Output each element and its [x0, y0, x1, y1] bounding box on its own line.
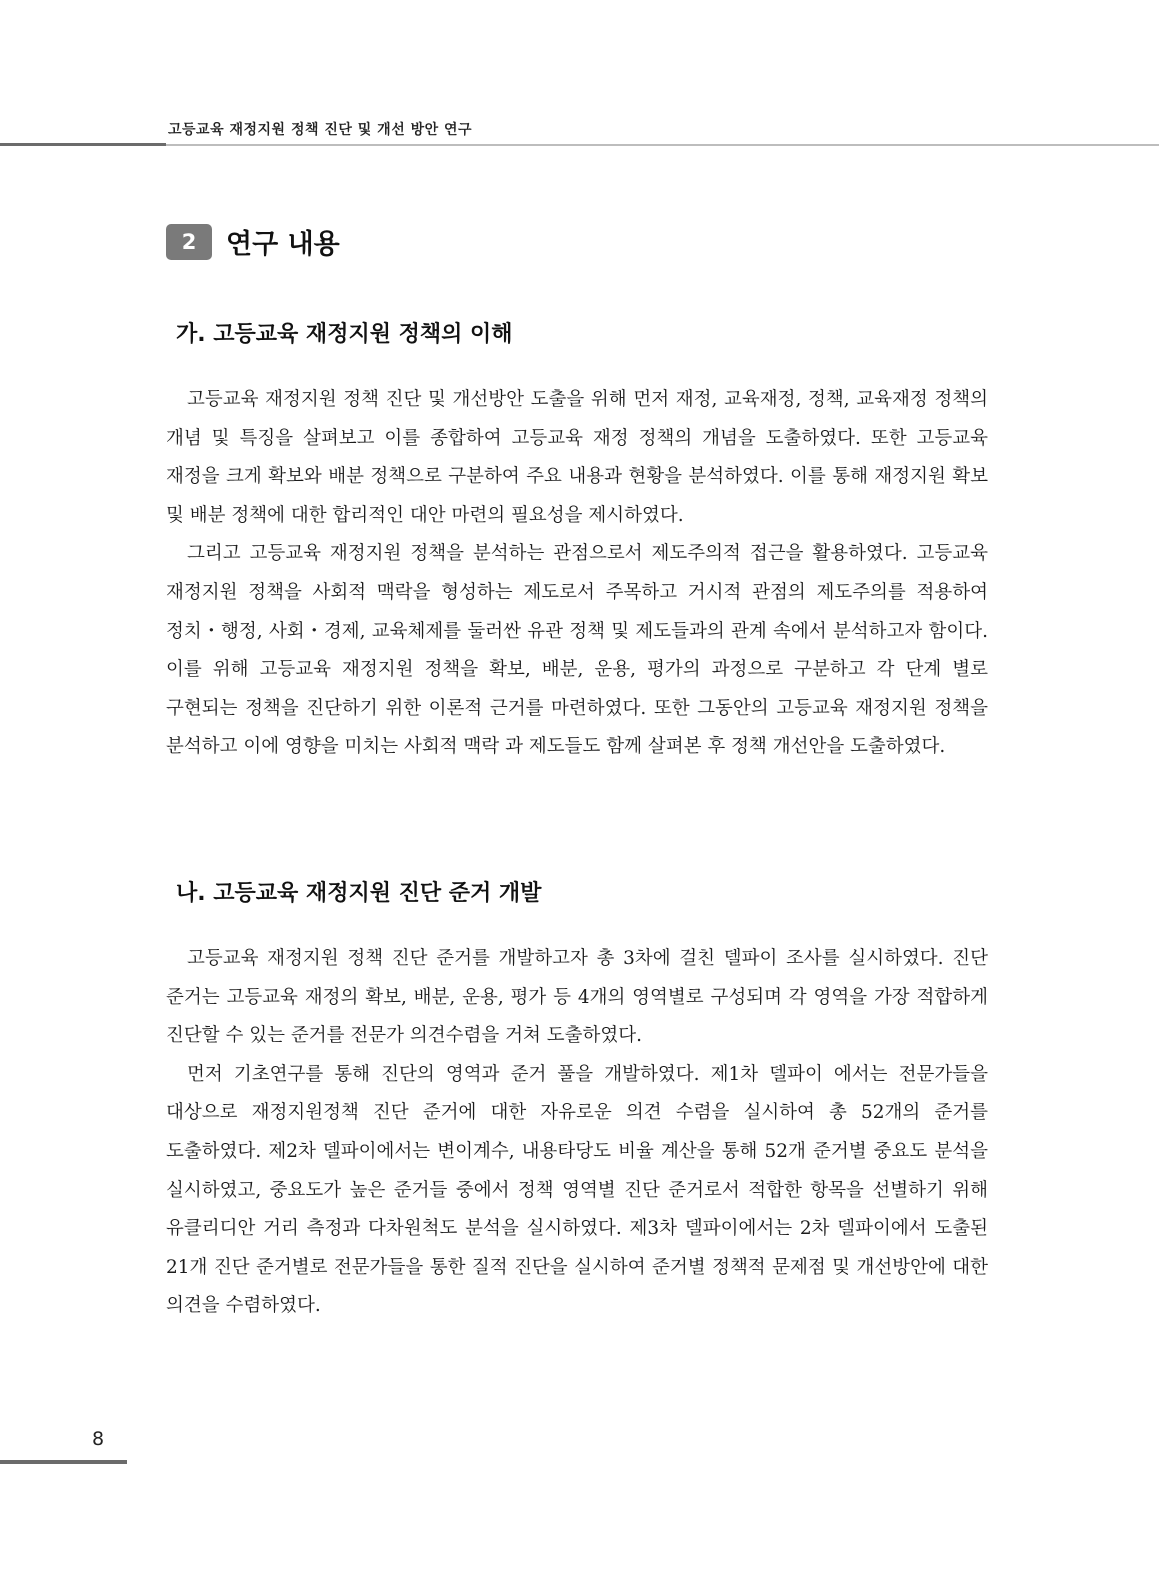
footer-rule: [0, 1460, 127, 1464]
paragraph: 고등교육 재정지원 정책 진단 및 개선방안 도출을 위해 먼저 재정, 교육재정, 정책, 교육재정 정책의 개념 및 특징을 살펴보고 이를 종합하여 고등교육 재정 정책의 개념을 도출하였다. 또한 고등교육 재정을 크게 확보와 배분 정책으로 구분하여 주요 내용과 현황을 분석하였다. 이를 통해 재정지원 확보 및 배분 정책에 대한 합리적인 대안 마련의 필요성을 제시하였다.: [166, 389, 988, 526]
section-title: 연구 내용: [226, 229, 340, 260]
subsection-body-b: [166, 940, 988, 1326]
subsection-heading-b: 나. 고등교육 재정지원 진단 준거 개발: [176, 881, 542, 906]
header-rule: [166, 144, 1159, 146]
header-rule-accent: [0, 143, 166, 146]
paragraph: 먼저 기초연구를 통해 진단의 영역과 준거 풀을 개발하였다. 제1차 델파이 에서는 전문가들을 대상으로 재정지원정책 진단 준거에 대한 자유로운 의견 수렴을 실시하여 총 52개의 준거를 도출하였다. 제2차 델파이에서는 변이계수, 내용타당도 비율 계산을 통해 52개 준거별 중요도 분석을 실시하였고, 중요도가 높은 준거들 중에서 정책 영역별 진단 준거로서 적합한 항목을 선별하기 위해 유클리디안 거리 측정과 다차원척도 분석을 실시하였다. 제3차 델파이에서는 2차 델파이에서 도출된 21개 진단 준거별로 전문가들을 통한 질적 진단을 실시하여 준거별 정책적 문제점 및 개선방안에 대한 의견을 수렴하였다.: [166, 1063, 988, 1317]
running-header-title: 고등교육 재정지원 정책 진단 및 개선 방안 연구: [168, 122, 473, 138]
section-number-badge: 2: [166, 224, 212, 260]
paragraph: 고등교육 재정지원 정책 진단 준거를 개발하고자 총 3차에 걸친 델파이 조사를 실시하였다. 진단 준거는 고등교육 재정의 확보, 배분, 운용, 평가 등 4개의 영역별로 구성되며 각 영역을 가장 적합하게 진단할 수 있는 준거를 전문가 의견수렴을 거쳐 도출하였다.: [166, 948, 988, 1047]
paragraph: 그리고 고등교육 재정지원 정책을 분석하는 관점으로서 제도주의적 접근을 활용하였다. 고등교육 재정지원 정책을 사회적 맥락을 형성하는 제도로서 주목하고 거시적 관점의 제도주의를 적용하여 정치・행정, 사회・경제, 교육체제를 둘러싼 유관 정책 및 제도들과의 관계 속에서 분석하고자 함이다. 이를 위해 고등교육 재정지원 정책을 확보, 배분, 운용, 평가의 과정으로 구분하고 각 단계 별로 구현되는 정책을 진단하기 위한 이론적 근거를 마련하였다. 또한 그동안의 고등교육 재정지원 정책을 분석하고 이에 영향을 미치는 사회적 맥락 과 제도들도 함께 살펴본 후 정책 개선안을 도출하였다.: [166, 543, 988, 758]
section-heading: [166, 222, 340, 261]
subsection-heading-a: 가. 고등교육 재정지원 정책의 이해: [176, 322, 513, 347]
subsection-body-a: [166, 381, 988, 767]
page-number: 8: [92, 1428, 105, 1450]
